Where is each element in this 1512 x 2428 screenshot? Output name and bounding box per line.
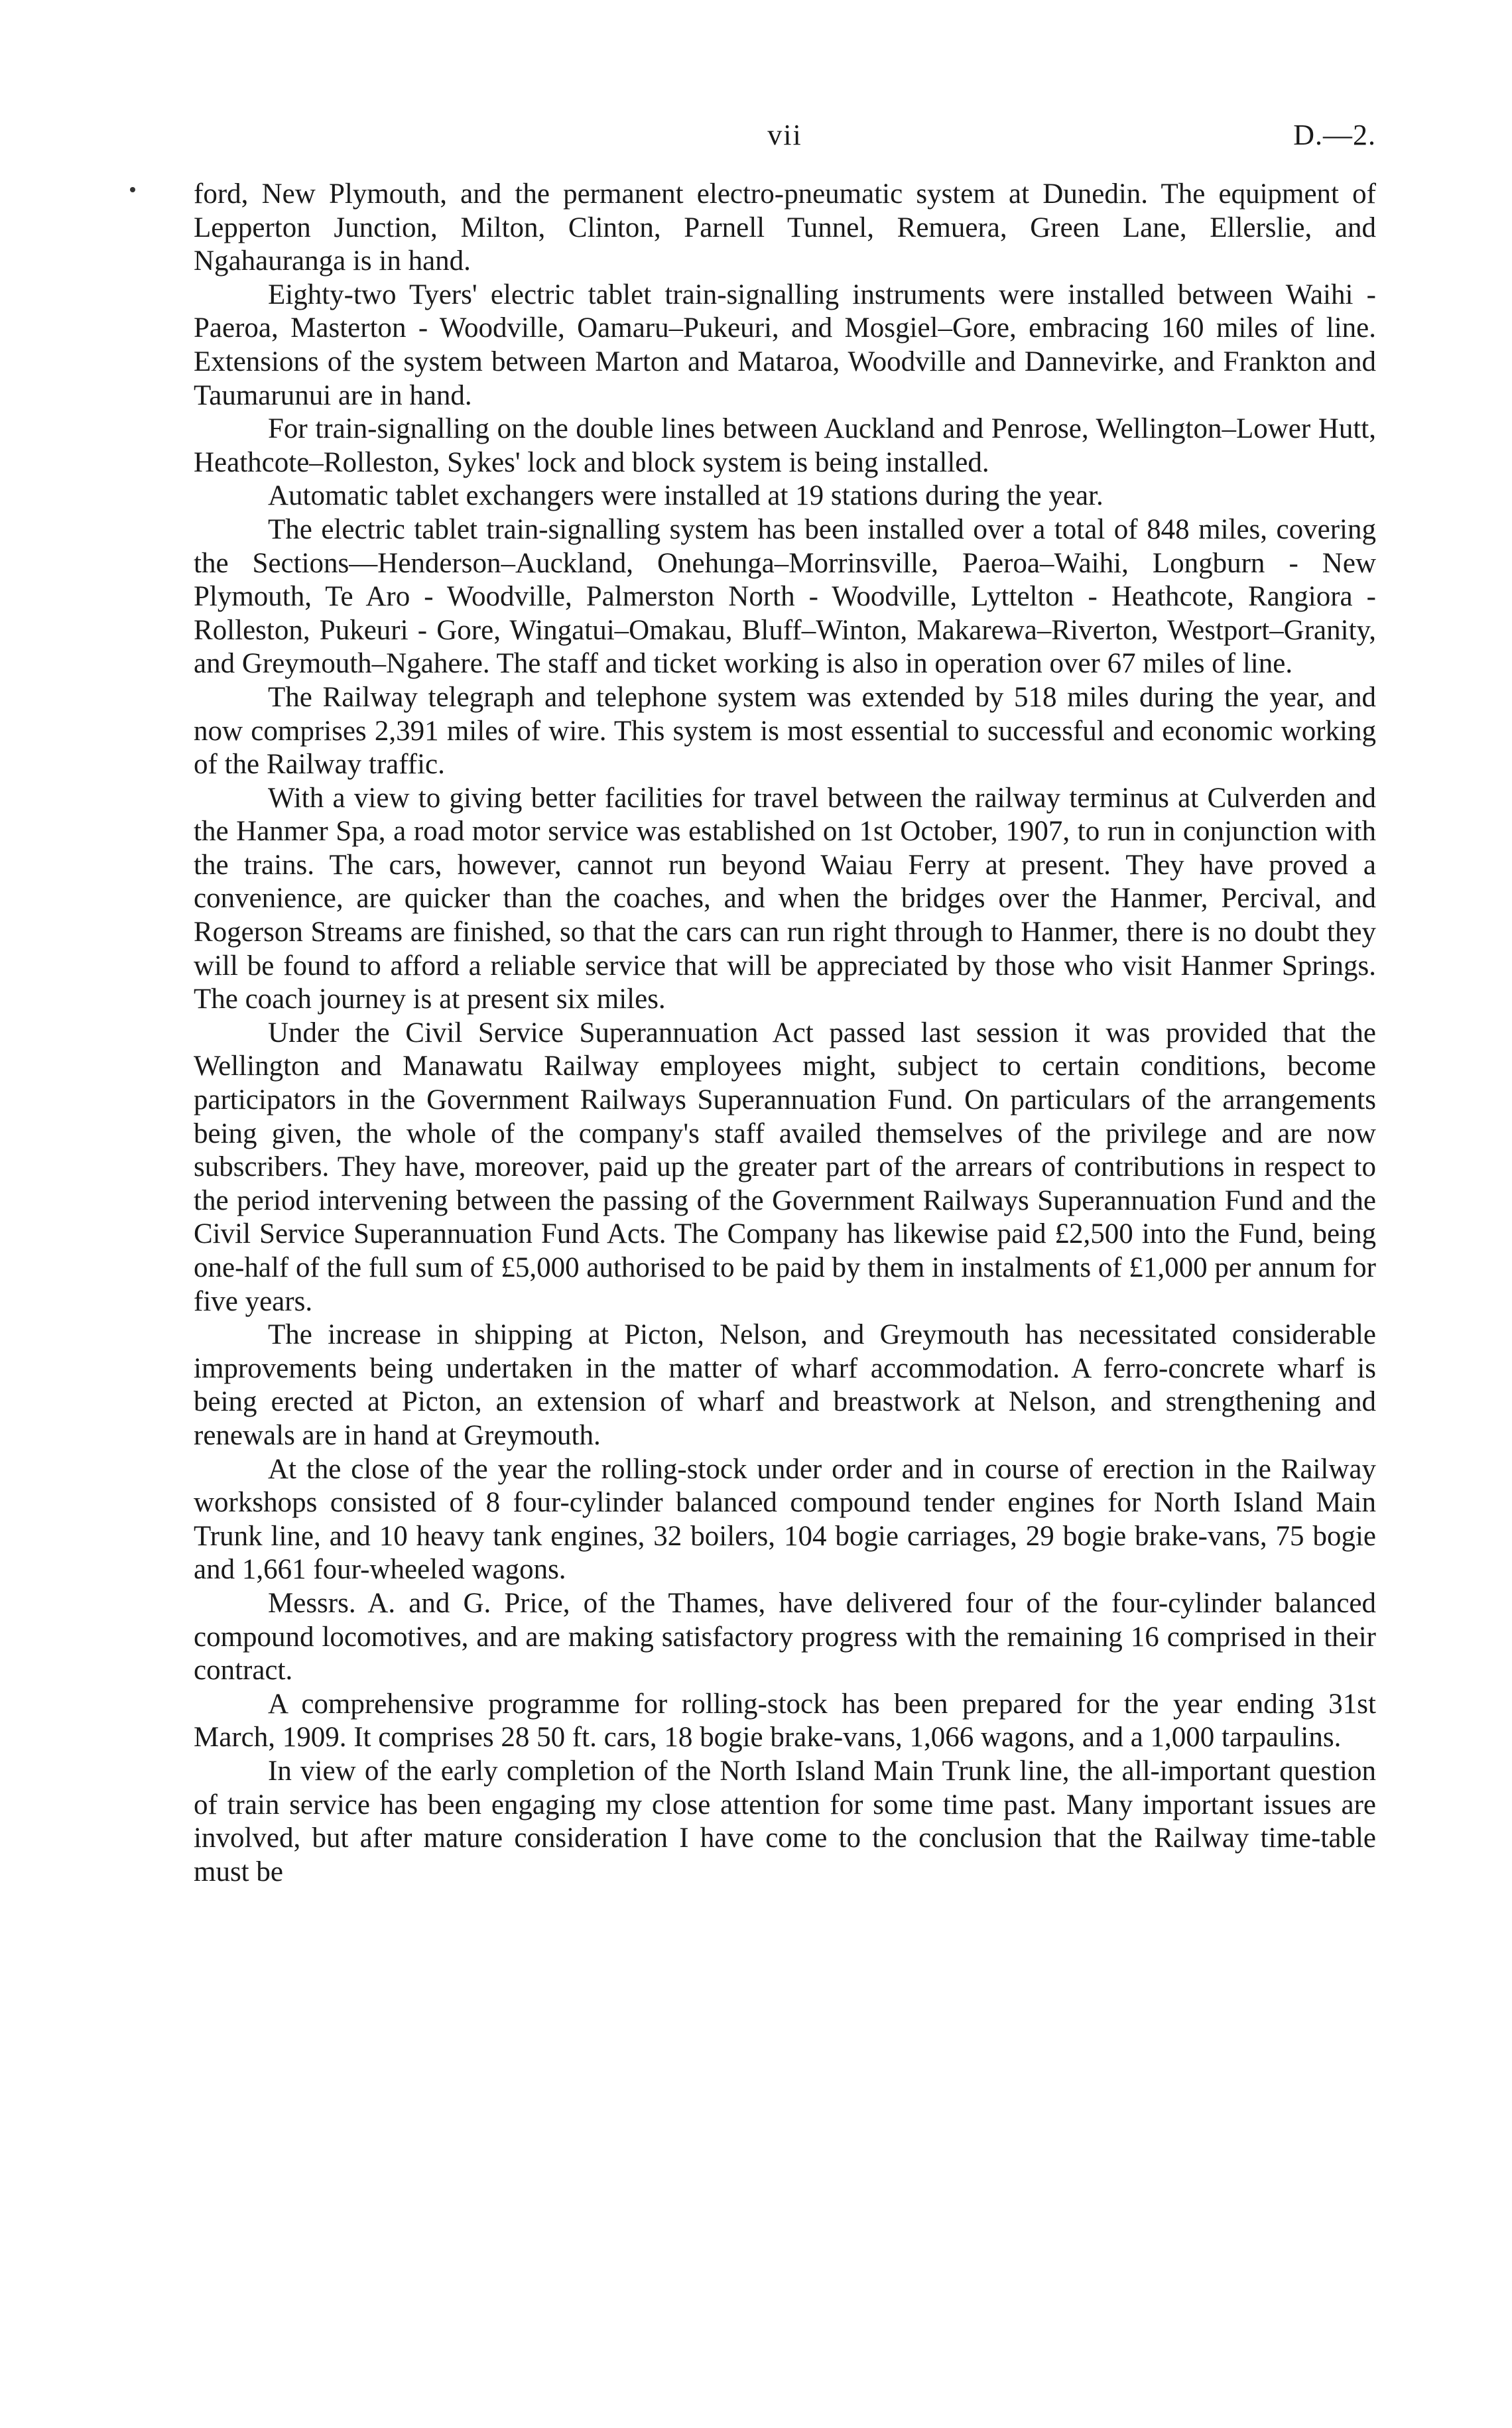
paragraph: The increase in shipping at Picton, Nelson, and Greymouth has necessitated considerable improvements being undertaken in the matter of wharf accommodation. A ferro-concrete wharf is being erected at Picton, an extension of wharf and breastwork at Nelson, and strengthening and renewals are in hand at Greymouth. xyxy=(194,1319,1376,1451)
paragraph: The electric tablet train-signalling system has been installed over a total of 848 miles, covering the Sections—Henderson–Auckland, Onehunga–Morrinsville, Paeroa–Waihi, Longburn - New Plymouth, Te Aro - Woodville, Palmerston North - Woodville, Lyttelton - Heathcote, Rangiora - Rolleston, Pukeuri - Gore, Wingatui–Omakau, Bluff–Winton, Makarewa–Riverton, Westport–Granity, and Greymouth–Ngahere. The staff and ticket working is also in operation over 67 miles of line. xyxy=(194,513,1376,680)
paragraph: Under the Civil Service Superannuation Act passed last session it was provided that the Wellington and Manawatu Railway employees might, subject to certain conditions, become participators in the Government Railways Superannuation Fund. On particulars of the arrangements being given, the whole of the company's staff availed themselves of the privilege and are now subscribers. They have, moreover, paid up the greater part of the arrears of contributions in respect to the period intervening between the passing of the Government Railways Superannuation Fund and the Civil Service Superannuation Fund Acts. The Company has likewise paid £2,500 into the Fund, being one-half of the full sum of £5,000 authorised to be paid by them in instalments of £1,000 per annum for five years. xyxy=(194,1017,1376,1317)
stray-mark xyxy=(130,187,135,192)
paragraph: Automatic tablet exchangers were installed at 19 stations during the year. xyxy=(268,480,1103,512)
paragraph: Messrs. A. and G. Price, of the Thames, have delivered four of the four-cylinder balanced compound locomotives, and are making satisfactory progress with the remaining 16 comprised in their contract. xyxy=(194,1587,1376,1687)
paragraph: In view of the early completion of the North Island Main Trunk line, the all-important question of train service has been engaging my close attention for some time past. Many important issues are involved, but after mature consideration I have come to the conclusion that the Railway time-table must be xyxy=(194,1755,1376,1887)
paragraph-continued: ford, New Plymouth, and the permanent electro-pneumatic system at Dunedin. The equipment of Lepperton Junction, Milton, Clinton, Parnell Tunnel, Remuera, Green Lane, Ellerslie, and Ngahauranga is in hand. xyxy=(194,178,1376,277)
paragraph: Eighty-two Tyers' electric tablet train-signalling instruments were installed between Waihi - Paeroa, Masterton - Woodville, Oamaru–Pukeuri, and Mosgiel–Gore, embracing 160 miles of line. Extensions of the system between Marton and Mataroa, Woodville and Dannevirke, and Frankton and Taumarunui are in hand. xyxy=(194,279,1376,411)
page-number: vii xyxy=(767,119,802,151)
paragraph: At the close of the year the rolling-stock under order and in course of erection in the Railway workshops consisted of 8 four-cylinder balanced compound tender engines for North Island Main Trunk line, and 10 heavy tank engines, 32 boilers, 104 bogie carriages, 29 bogie brake-vans, 75 bogie and 1,661 four-wheeled wagons. xyxy=(194,1453,1376,1586)
paragraph: With a view to giving better facilities for travel between the railway terminus at Culverden and the Hanmer Spa, a road motor service was established on 1st October, 1907, to run in conjunction with the trains. The cars, however, cannot run beyond Waiau Ferry at present. They have proved a convenience, are quicker than the coaches, and when the bridges over the Hanmer, Percival, and Rogerson Streams are finished, so that the cars can run right through to Hanmer, there is no doubt they will be found to afford a reliable service that will be appreciated by those who visit Hanmer Springs. The coach journey is at present six miles. xyxy=(194,782,1376,1015)
paragraph: The Railway telegraph and telephone system was extended by 518 miles during the year, and now comprises 2,391 miles of wire. This system is most essential to successful and economic working of the Railway traffic. xyxy=(194,681,1376,781)
paragraph: For train-signalling on the double lines between Auckland and Penrose, Wellington–Lower Hutt, Heathcote–Rolleston, Sykes' lock and block system is being installed. xyxy=(194,413,1376,478)
page-header xyxy=(194,118,1376,164)
document-reference: D.—2. xyxy=(1293,119,1376,151)
paragraph: A comprehensive programme for rolling-stock has been prepared for the year ending 31st March, 1909. It comprises 28 50 ft. cars, 18 bogie brake-vans, 1,066 wagons, and a 1,000 tarpaulins. xyxy=(194,1688,1376,1754)
body-text xyxy=(194,178,1376,1889)
